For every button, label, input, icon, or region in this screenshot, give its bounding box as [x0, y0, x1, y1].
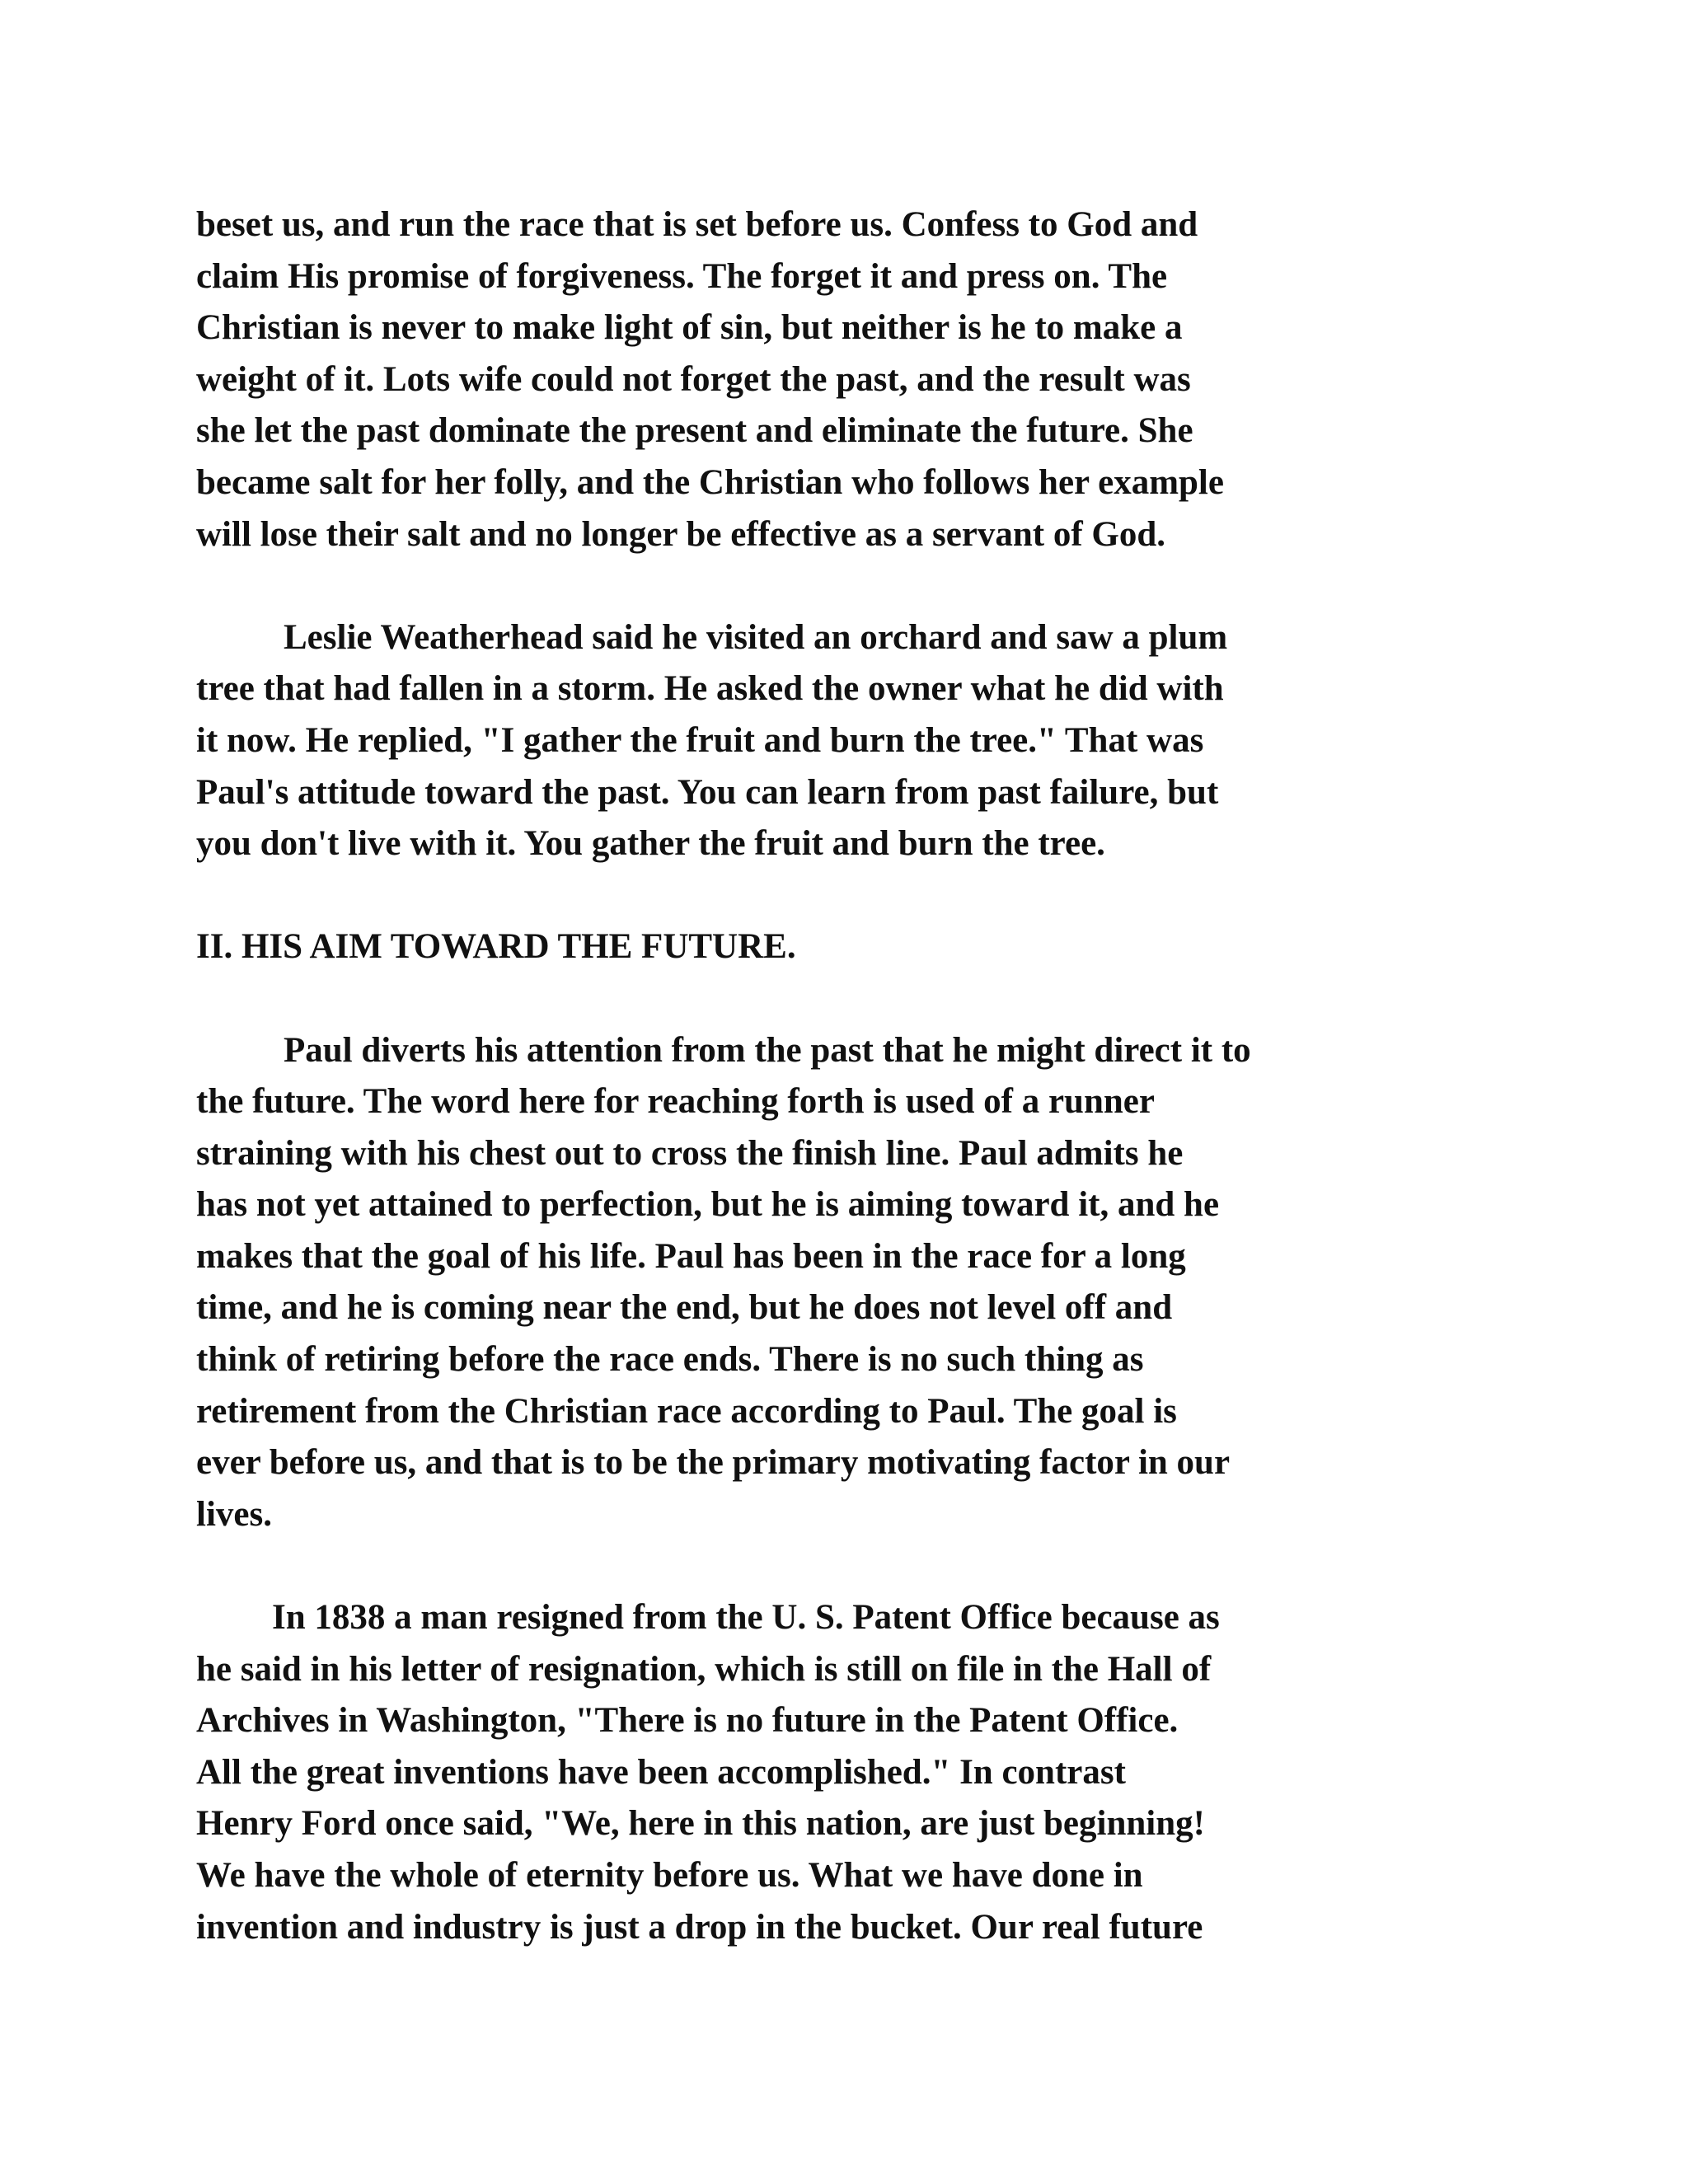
text-line: Henry Ford once said, "We, here in this nation, are just beginning! — [196, 1804, 1205, 1844]
text-line: think of retiring before the race ends. There is no such thing as — [196, 1340, 1144, 1380]
text-line: you don't live with it. You gather the fruit and burn the tree. — [196, 824, 1105, 864]
text-line: straining with his chest out to cross the finish line. Paul admits he — [196, 1133, 1184, 1173]
paragraph-weatherhead — [196, 612, 1482, 870]
text-line: Archives in Washington, "There is no future in the Patent Office. — [196, 1701, 1179, 1741]
text-line: makes that the goal of his life. Paul has been in the race for a long — [196, 1236, 1186, 1276]
text-line: Christian is never to make light of sin, but neither is he to make a — [196, 308, 1183, 348]
text-line: became salt for her folly, and the Christian who follows her example — [196, 462, 1224, 502]
paragraph-lot-wife — [196, 199, 1482, 560]
text-line: will lose their salt and no longer be effective as a servant of God. — [196, 514, 1166, 554]
text-line: tree that had fallen in a storm. He asked the owner what he did with — [196, 669, 1224, 709]
text-line: retirement from the Christian race according to Paul. The goal is — [196, 1391, 1177, 1431]
text-line: All the great inventions have been accomplished." In contrast — [196, 1752, 1126, 1792]
text-line: it now. He replied, "I gather the fruit and burn the tree." That was — [196, 720, 1204, 760]
text-line: Leslie Weatherhead said he visited an orchard and saw a plum — [284, 617, 1228, 657]
text-line: invention and industry is just a drop in the bucket. Our real future — [196, 1907, 1203, 1947]
paragraph-spacer — [196, 1540, 1482, 1592]
section-heading: II. HIS AIM TOWARD THE FUTURE. — [196, 927, 796, 967]
text-line: We have the whole of eternity before us. What we have done in — [196, 1856, 1143, 1895]
text-line: Paul diverts his attention from the past that he might direct it to — [284, 1030, 1251, 1070]
text-line: has not yet attained to perfection, but he is aiming toward it, and he — [196, 1185, 1220, 1225]
text-line: lives. — [196, 1494, 272, 1534]
text-line: time, and he is coming near the end, but he does not level off and — [196, 1288, 1173, 1328]
text-line: weight of it. Lots wife could not forget the past, and the result was — [196, 359, 1191, 399]
document-page — [196, 199, 1482, 1953]
text-line: beset us, and run the race that is set before us. Confess to God and — [196, 205, 1198, 244]
text-line: he said in his letter of resignation, which is still on file in the Hall of — [196, 1649, 1212, 1689]
text-line: ever before us, and that is to be the primary motivating factor in our — [196, 1443, 1231, 1483]
text-line: Paul's attitude toward the past. You can learn from past failure, but — [196, 772, 1219, 812]
text-line: In 1838 a man resigned from the U. S. Patent Office because as — [272, 1598, 1220, 1638]
text-line: she let the past dominate the present and eliminate the future. She — [196, 411, 1193, 451]
paragraph-patent-office — [196, 1592, 1482, 1953]
paragraph-spacer — [196, 973, 1482, 1025]
text-line: claim His promise of forgiveness. The forget it and press on. The — [196, 256, 1168, 296]
paragraph-spacer — [196, 560, 1482, 612]
text-line: the future. The word here for reaching forth is used of a runner — [196, 1082, 1155, 1122]
paragraph-aim-future — [196, 1025, 1482, 1541]
paragraph-spacer — [196, 870, 1482, 922]
